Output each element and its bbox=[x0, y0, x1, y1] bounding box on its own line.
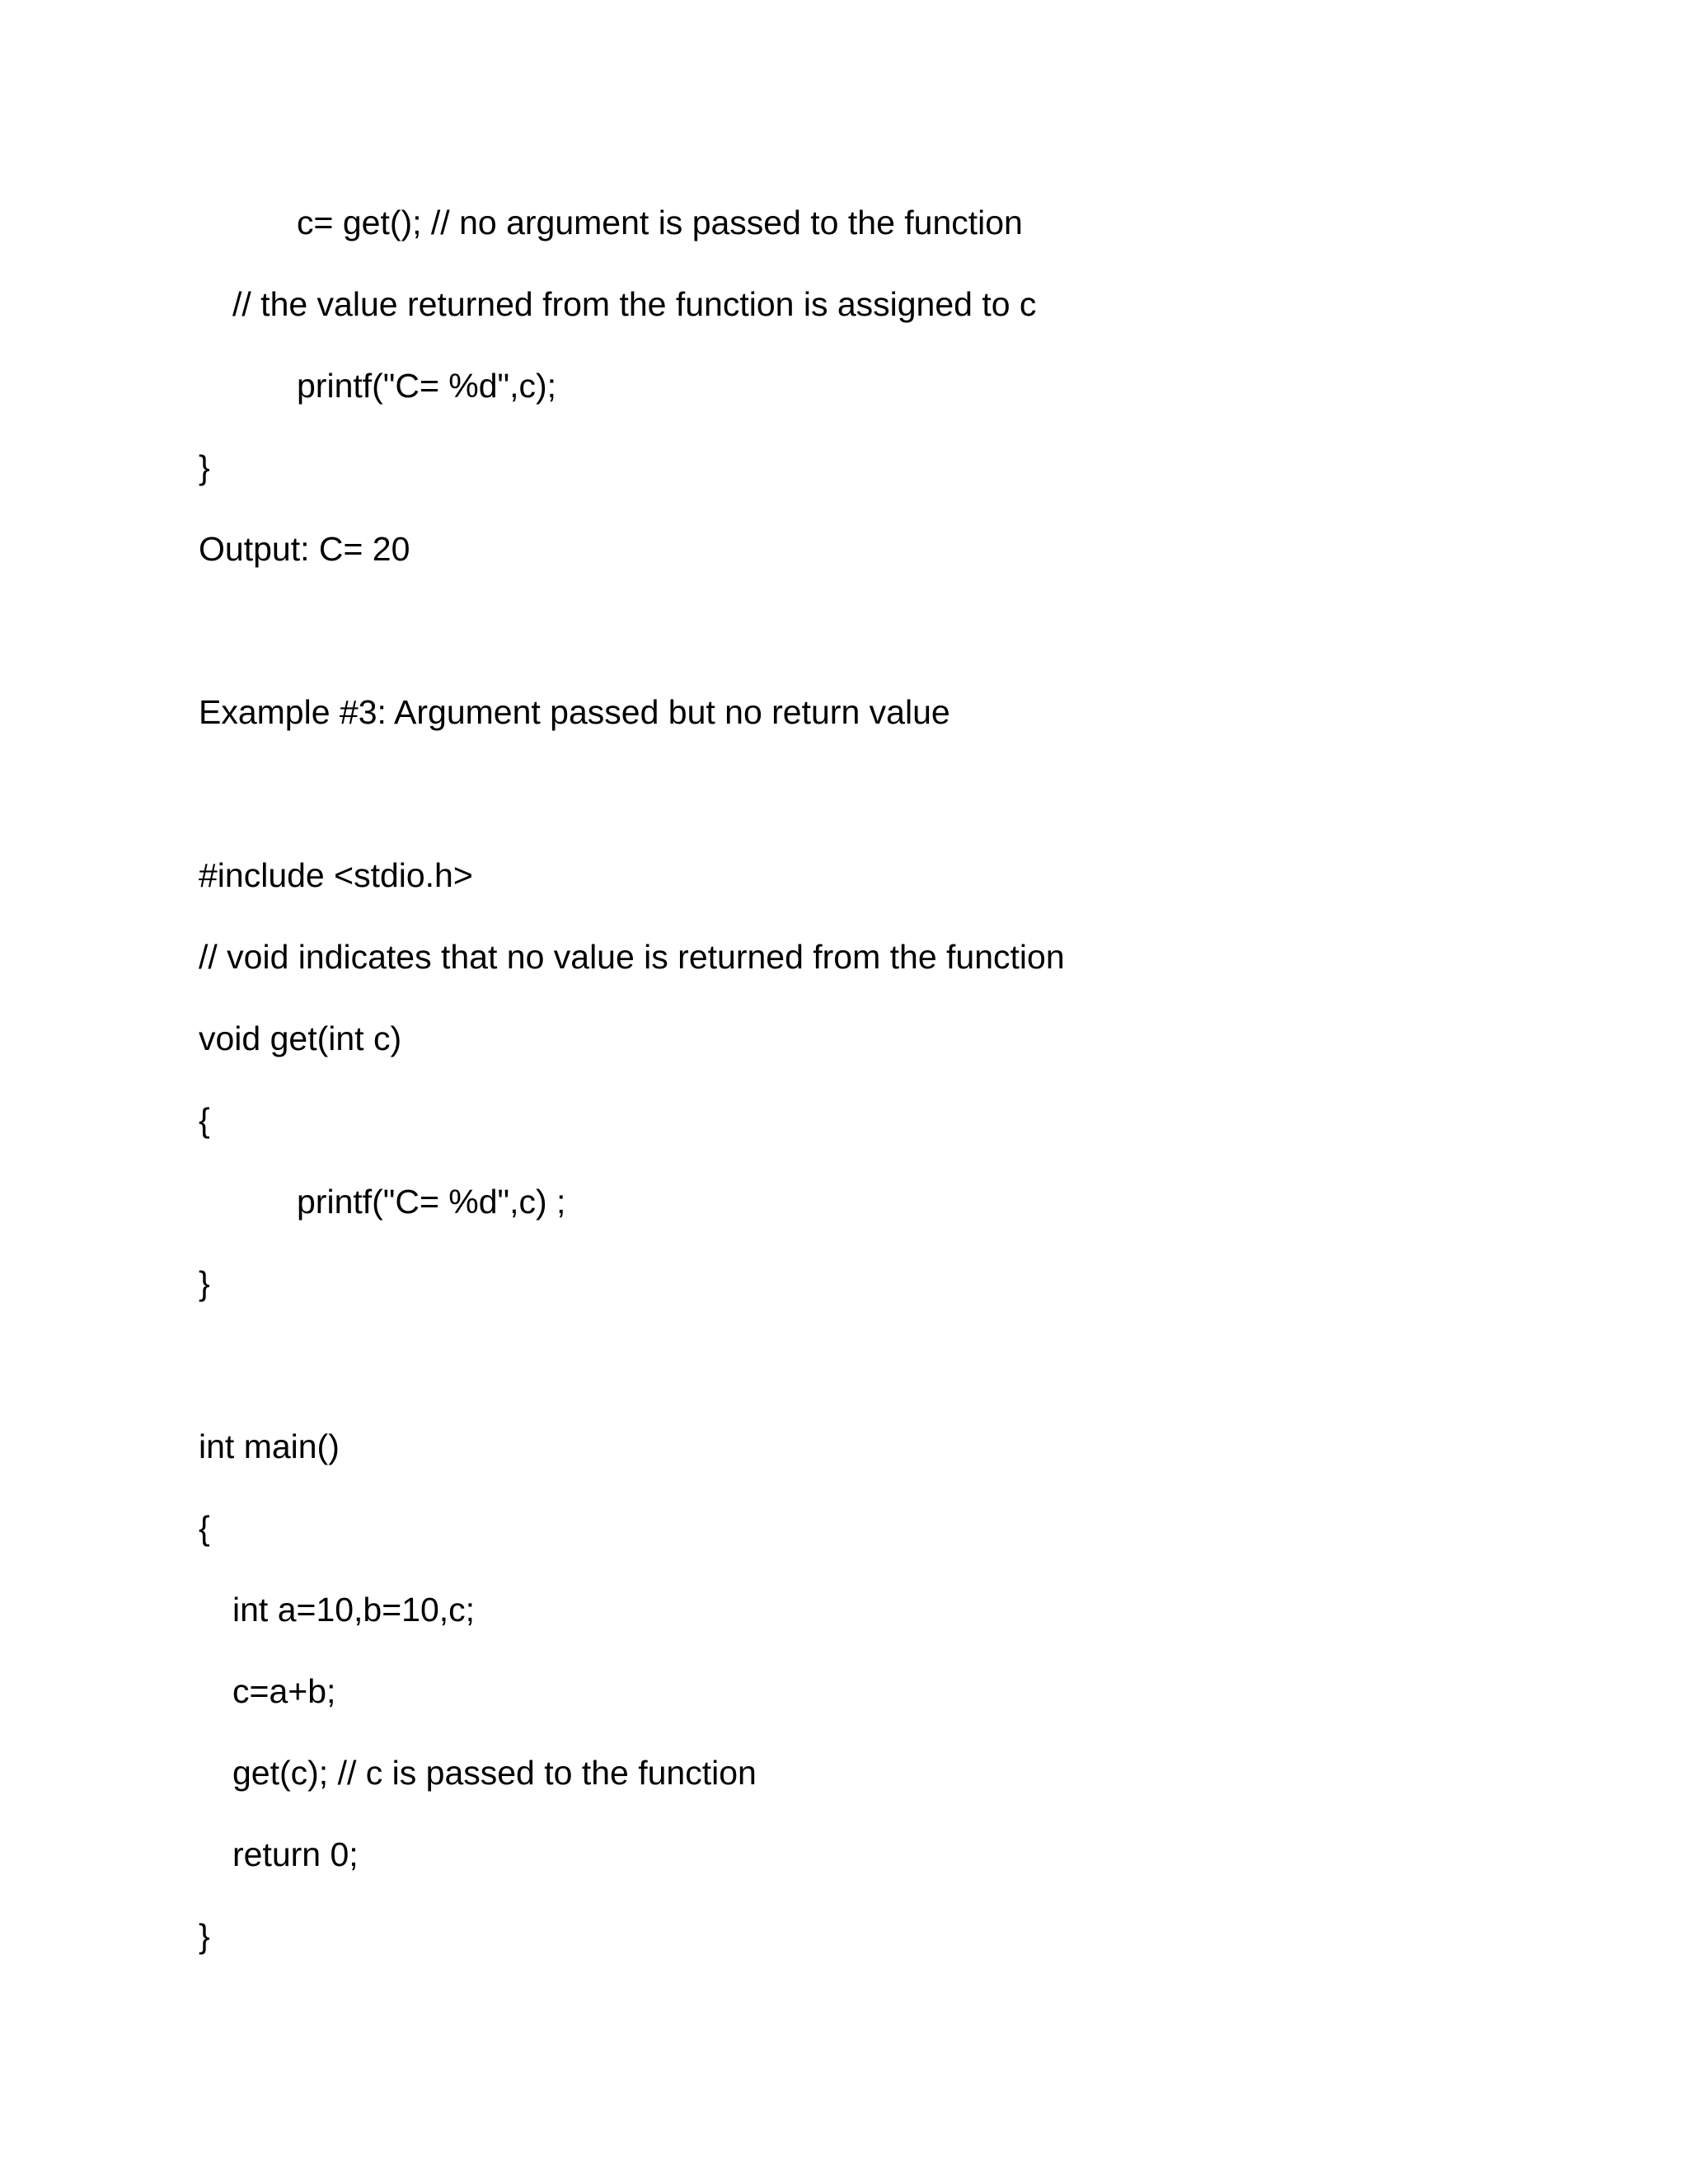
code-line: int main() bbox=[199, 1427, 340, 1465]
code-line: #include <stdio.h> bbox=[199, 856, 473, 894]
code-line: int a=10,b=10,c; bbox=[232, 1591, 476, 1629]
code-comment: // the value returned from the function is assigned to c bbox=[232, 285, 1037, 323]
code-brace: { bbox=[199, 1101, 210, 1139]
code-line: return 0; bbox=[232, 1835, 359, 1873]
code-line: get(c); // c is passed to the function bbox=[232, 1754, 757, 1792]
code-line: printf("C= %d",c); bbox=[297, 367, 557, 405]
code-brace: } bbox=[199, 1917, 210, 1955]
code-brace: { bbox=[199, 1509, 210, 1547]
code-brace: } bbox=[199, 1264, 210, 1302]
code-line: void get(int c) bbox=[199, 1019, 402, 1057]
output-text: Output: C= 20 bbox=[199, 530, 410, 568]
example-heading: Example #3: Argument passed but no return value bbox=[199, 693, 950, 731]
code-brace: } bbox=[199, 448, 210, 486]
code-line: c=a+b; bbox=[232, 1672, 336, 1710]
code-line: printf("C= %d",c) ; bbox=[297, 1183, 566, 1221]
code-line: c= get(); // no argument is passed to the function bbox=[297, 204, 1023, 241]
code-comment: // void indicates that no value is returned from the function bbox=[199, 938, 1065, 976]
